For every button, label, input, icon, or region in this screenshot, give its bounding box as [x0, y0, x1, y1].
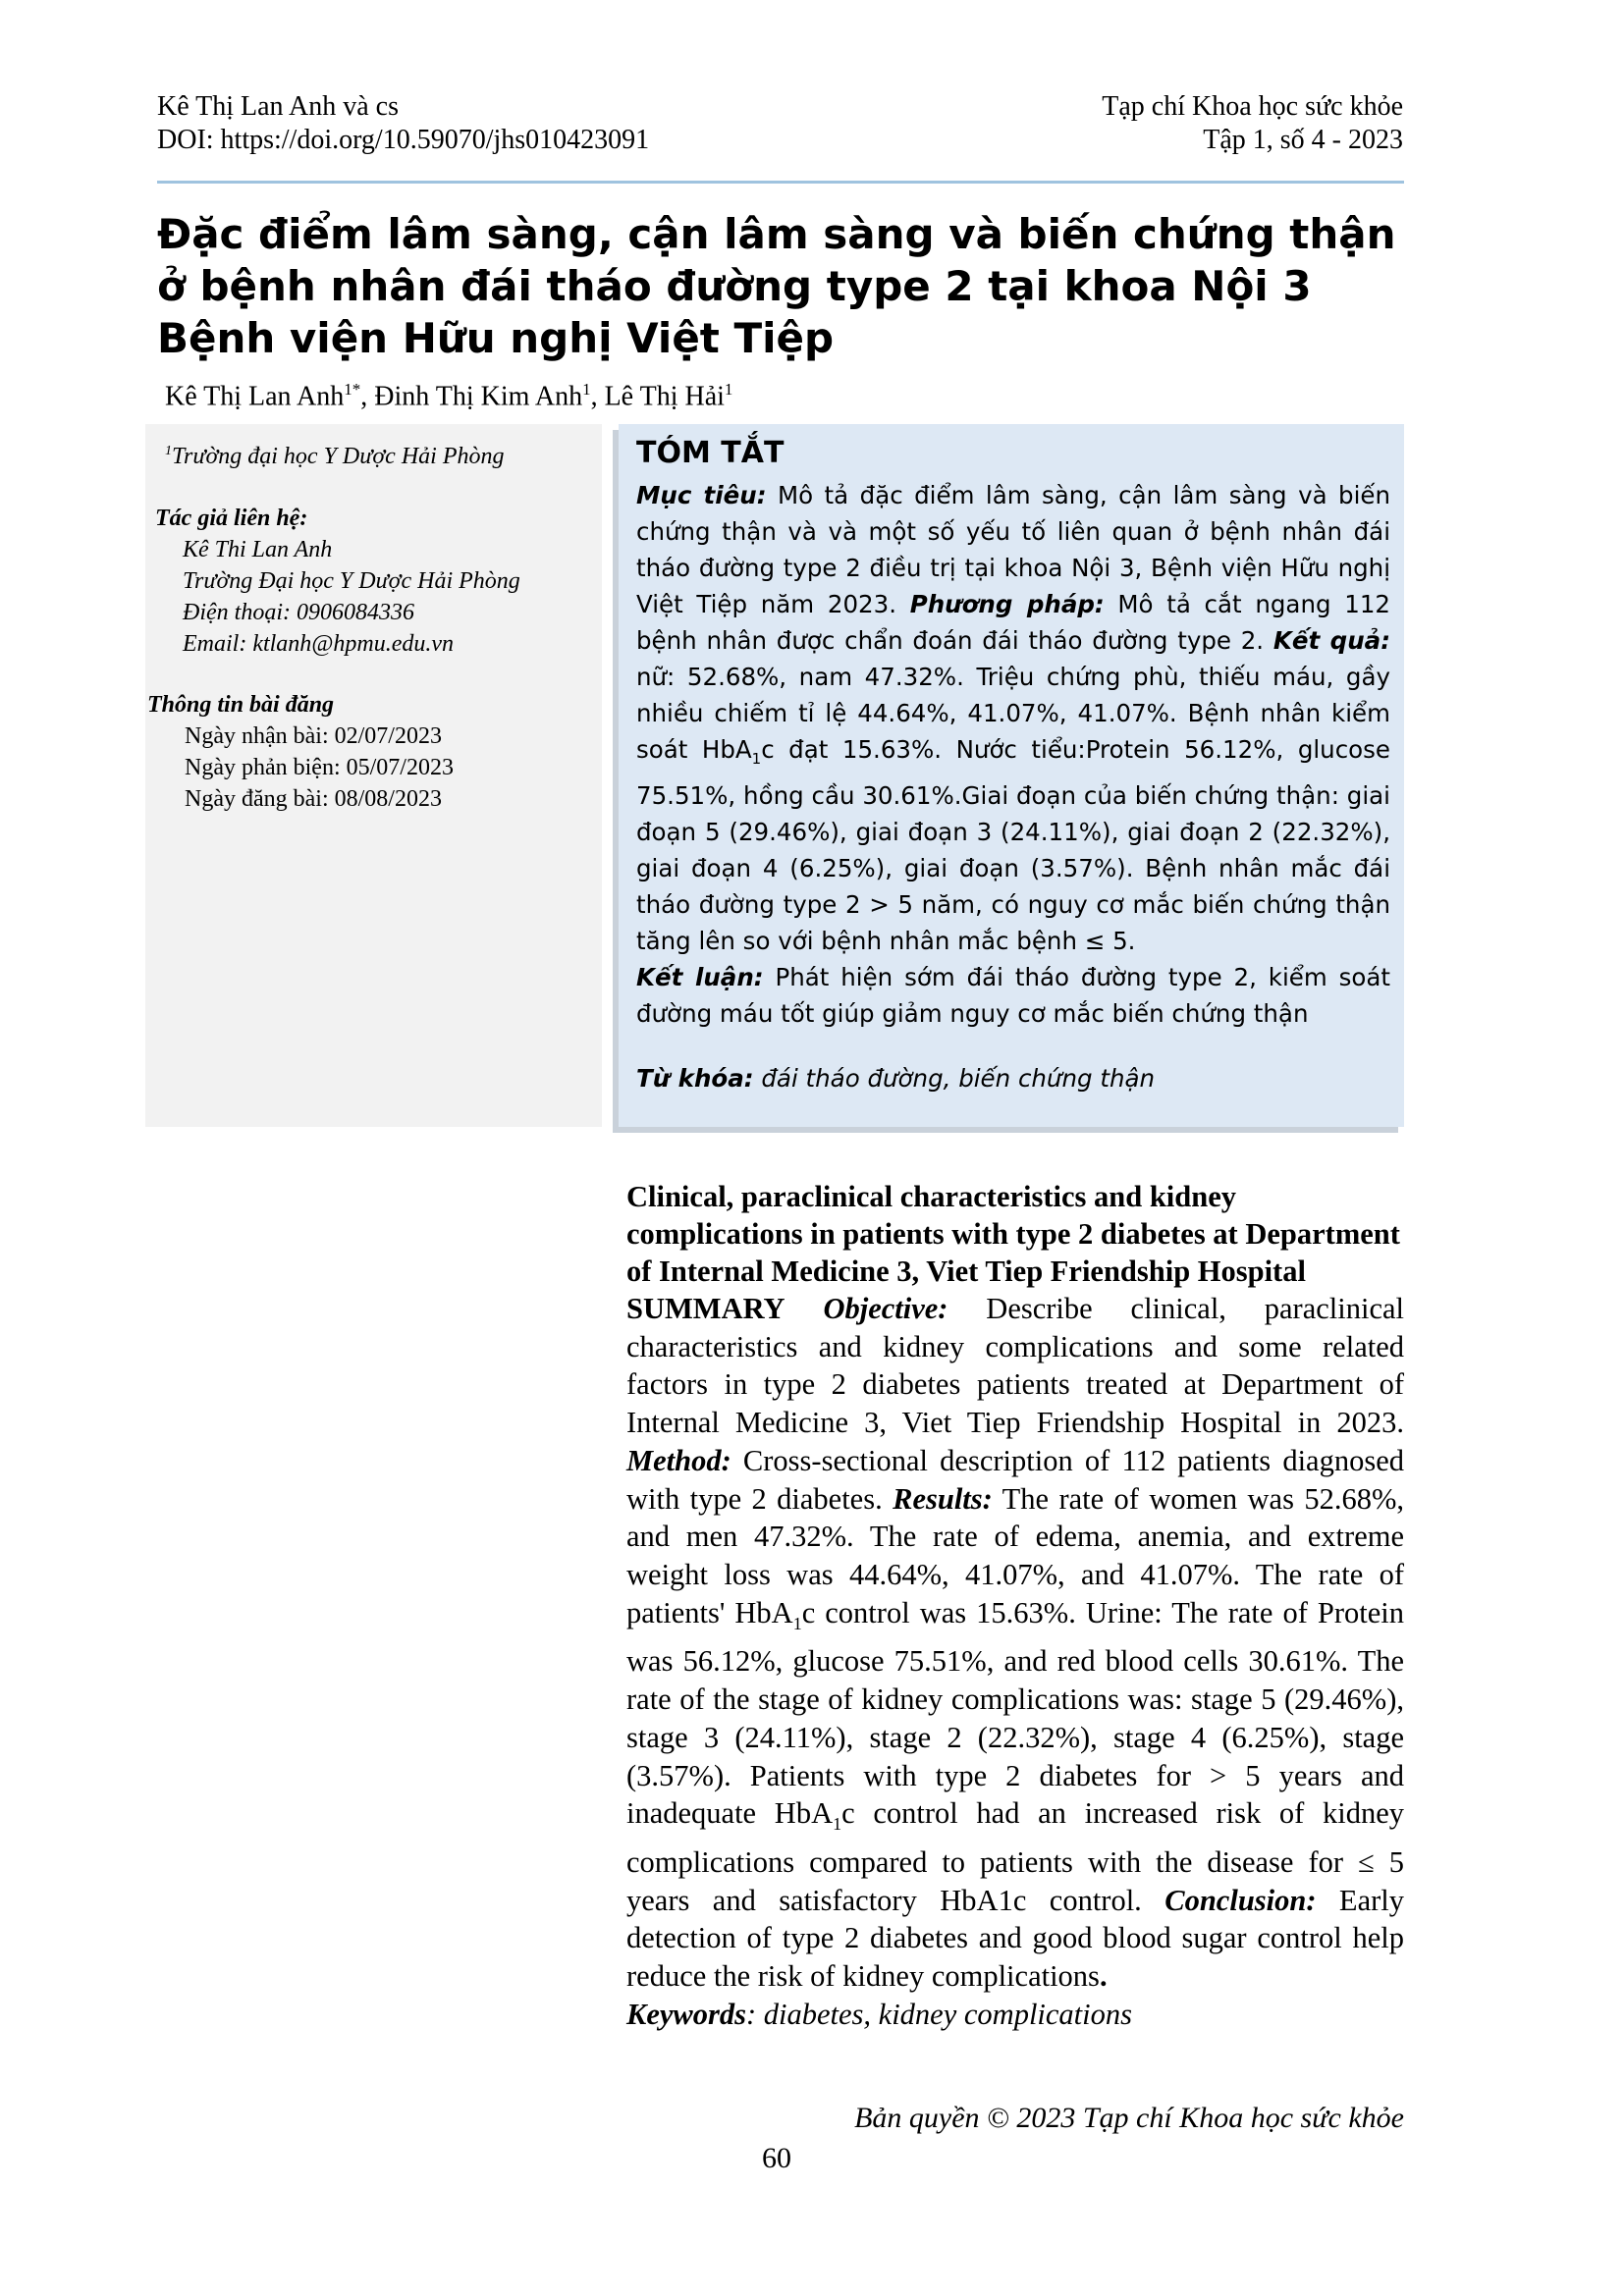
article-title: Đặc điểm lâm sàng, cận lâm sàng và biến chứng thận ở bệnh nhân đái tháo đường type 2 tại khoa Nội 3 Bệnh viện Hữu nghị Việt Tiệp	[157, 210, 1396, 362]
abstract-body: Mục tiêu: Mô tả đặc điểm lâm sàng, cận lâm sàng và biến chứng thận và và một số yếu tố liên quan ở bệnh nhân đái tháo đường type 2 điều trị tại khoa Nội 3, Bệnh viện Hữu nghị Việt Tiệp năm 2023. Phương pháp: Mô tả cắt ngang 112 bệnh nhân được chẩn đoán đái tháo đường type 2. Kết quả: nữ: 52.68%, nam 47.32%. Triệu chứng phù, thiếu máu, gầy nhiều chiếm tỉ lệ 44.64%, 41.07%, 41.07%. Bệnh nhân kiểm soát HbA$_1$c đạt 15.63%. Nước tiểu:Protein 56.12%, glucose 75.51%, hồng cầu 30.61%.Giai đoạn của biến chứng thận: giai đoạn 5 (29.46%), giai đoạn 3 (24.11%), giai đoạn 2 (22.32%), giai đoạn 4 (6.25%), giai đoạn (3.57%). Bệnh nhân mắc đái tháo đường type 2 > 5 năm, có nguy cơ mắc biến chứng thận tăng lên so với bệnh nhân mắc bệnh ≤ 5. Kết luận: Phát hiện sớm đái tháo đường type 2, kiểm soát đường máu tốt giúp giảm nguy cơ mắc biến chứng thận	[636, 481, 1390, 1028]
header-volume: Tập 1, số 4 - 2023	[1203, 125, 1403, 155]
contact-heading: Tác giả liên hệ:	[155, 506, 308, 531]
running-header	[157, 90, 1403, 157]
header-author: Kê Thị Lan Anh và cs	[157, 91, 399, 122]
abstract-english	[626, 1178, 1404, 2033]
author-name: Lê Thị Hải	[604, 381, 725, 412]
author-name: Đinh Thị Kim Anh	[374, 381, 583, 412]
abstract-heading: TÓM TẮT	[636, 436, 785, 470]
copyright-notice: Bản quyền © 2023 Tạp chí Khoa học sức khỏe	[854, 2102, 1404, 2134]
english-title: Clinical, paraclinical characteristics and kidney complications in patients with type 2 diabetes at Department of Internal Medicine 3, Viet Tiep Friendship Hospital	[626, 1180, 1400, 1288]
author-affiliation-mark: 1	[582, 380, 591, 399]
author-list: Kê Thị Lan Anh$^{1*}$, Đinh Thị Kim Anh$^1$, Lê Thị Hải$^1$	[165, 380, 733, 412]
contact-organization: Trường Đại học Y Dược Hải Phòng	[183, 568, 520, 594]
author-name: Kê Thị Lan Anh	[165, 381, 345, 412]
article-info-panel	[145, 424, 602, 1127]
page-number: 60	[762, 2142, 791, 2174]
publication-heading: Thông tin bài đăng	[147, 692, 335, 718]
corresponding-author	[155, 503, 520, 660]
date-received: Ngày nhận bài: 02/07/2023	[185, 723, 442, 749]
header-doi: DOI: https://doi.org/10.59070/jhs010423091	[157, 125, 650, 155]
keywords-english: Keywords: diabetes, kidney complications	[626, 1997, 1133, 2031]
author-affiliation-mark: 1	[724, 380, 733, 399]
affiliation: $^1$Trường đại học Y Dược Hải Phòng	[165, 444, 505, 469]
header-divider	[157, 181, 1404, 184]
author-affiliation-mark: 1*	[344, 380, 361, 399]
contact-phone: Điện thoại: 0906084336	[183, 600, 414, 625]
abstract-vietnamese	[619, 424, 1404, 1127]
publication-info	[147, 689, 454, 815]
contact-email: Email: ktlanh@hpmu.edu.vn	[183, 631, 455, 657]
header-journal: Tạp chí Khoa học sức khỏe	[1102, 91, 1403, 122]
contact-name: Kê Thi Lan Anh	[183, 537, 333, 562]
keywords-vietnamese: Từ khóa: đái tháo đường, biến chứng thận	[636, 1064, 1156, 1093]
date-reviewed: Ngày phản biện: 05/07/2023	[185, 755, 454, 780]
english-summary: SUMMARY Objective: Describe clinical, paraclinical characteristics and kidney complications and some related factors in type 2 diabetes patients treated at Department of Internal Medicine 3, Viet Tiep Friendship Hospital in 2023. Method: Cross-sectional description of 112 patients diagnosed with type 2 diabetes. Results: The rate of women was 52.68%, and men 47.32%. The rate of edema, anemia, and extreme weight loss was 44.64%, 41.07%, and 41.07%. The rate of patients' HbA$_1$c control was 15.63%. Urine: The rate of Protein was 56.12%, glucose 75.51%, and red blood cells 30.61%. The rate of the stage of kidney complications was: stage 5 (29.46%), stage 3 (24.11%), stage 2 (22.32%), stage 4 (6.25%), stage (3.57%). Patients with type 2 diabetes for > 5 years and inadequate HbA$_1$c control had an increased risk of kidney complications compared to patients with the disease for ≤ 5 years and satisfactory HbA1c control. Conclusion: Early detection of type 2 diabetes and good blood sugar control help reduce the risk of kidney complications.	[626, 1292, 1405, 1994]
date-published: Ngày đăng bài: 08/08/2023	[185, 786, 442, 812]
